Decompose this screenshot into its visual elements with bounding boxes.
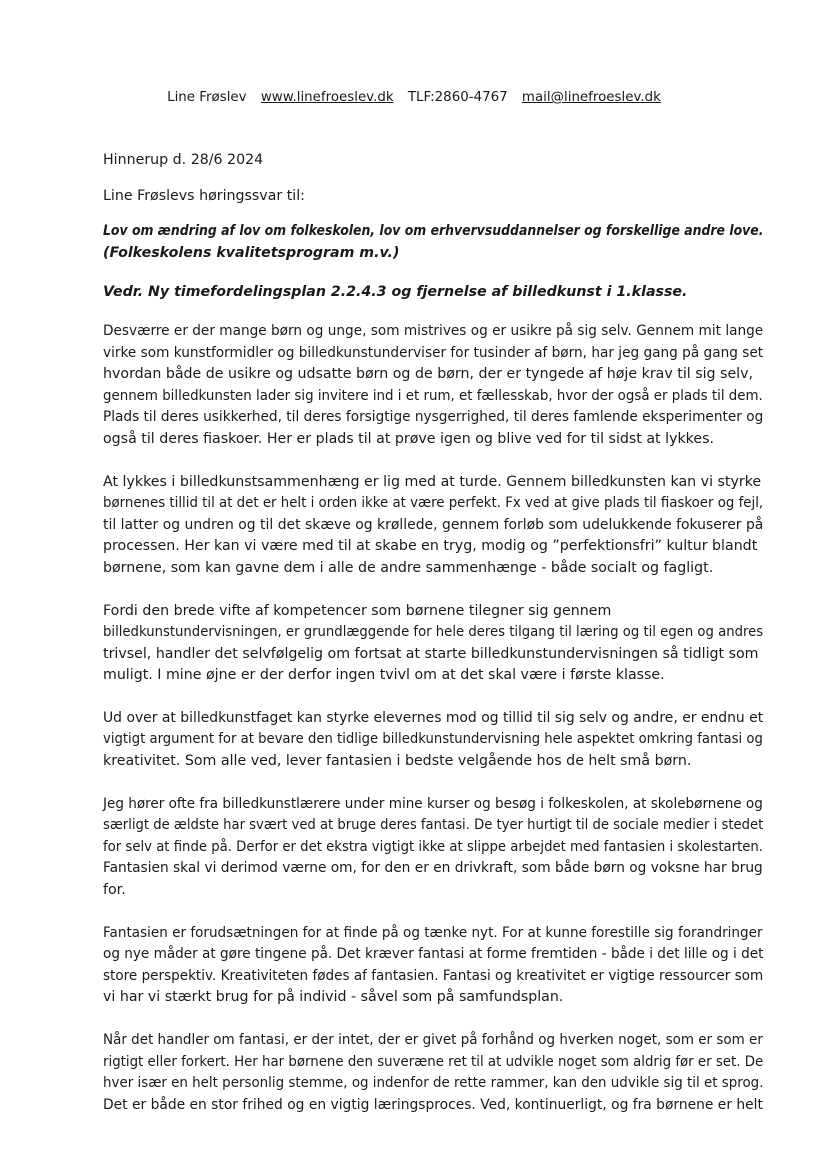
paragraph-line: trivsel, handler det selvfølgelig om fortsat at starte billedkunstundervisningen så tidligt som	[103, 645, 759, 662]
paragraph-line: børnene, som kan gavne dem i alle de andre sammenhænge - både socialt og fagligt.	[103, 559, 714, 576]
paragraph-line: Plads til deres usikkerhed, til deres forsigtige nysgerrighed, til deres famlende eksperimenter og	[103, 409, 764, 426]
paragraph-line: virke som kunstformidler og billedkunstunderviser for tusinder af børn, har jeg gang på gang set	[103, 344, 764, 361]
paragraph-line: Det er både en stor frihed og en vigtig læringsproces. Ved, kontinuerligt, og fra børnene er helt	[103, 1096, 763, 1113]
paragraph-line: Når det handler om fantasi, er der intet, der er givet på forhånd og hverken noget, som er som er	[103, 1032, 763, 1048]
paragraph-line: vi har vi stærkt brug for på individ - såvel som på samfundsplan.	[103, 989, 564, 1006]
paragraph-line: hver især en helt personlig stemme, og indenfor de rette rammer, kan den udvikle sig til et sprog.	[103, 1075, 764, 1092]
paragraph-line: store perspektiv. Kreativiteten fødes af fantasien. Fantasi og kreativitet er vigtige ressourcer som	[103, 967, 764, 984]
paragraph	[103, 923, 763, 1009]
phone-number: TLF:2860-4767	[407, 90, 508, 105]
paragraph-line: hvordan både de usikre og udsatte børn og de børn, der er tyngede af høje krav til sig selv,	[103, 366, 754, 383]
paragraph-line: kreativitet. Som alle ved, lever fantasien i bedste velgående hos de helt små børn.	[103, 753, 692, 770]
paragraph-line: Jeg hører ofte fra billedkunstlærere under mine kurser og besøg i folkeskolen, at skolebørnene og	[103, 795, 763, 812]
letterhead	[0, 89, 828, 107]
paragraph-line: Ud over at billedkunstfaget kan styrke elevernes mod og tillid til sig selv og andre, er endnu et	[103, 709, 764, 726]
website-link[interactable]: www.linefroeslev.dk	[260, 90, 394, 105]
paragraph-line: muligt. I mine øjne er der derfor ingen tvivl om at det skal være i første klasse.	[103, 667, 665, 684]
paragraph-line: At lykkes i billedkunstsammenhæng er lig med at turde. Gennem billedkunsten kan vi styrke	[103, 473, 762, 490]
paragraph-line: også til deres fiaskoer. Her er plads til at prøve igen og blive ved for til sidst at lykkes.	[103, 430, 715, 447]
subject-line: Vedr. Ny timefordelingsplan 2.2.4.3 og fjernelse af billedkunst i 1.klasse.	[103, 284, 688, 301]
paragraph	[103, 601, 763, 687]
paragraph-line: særligt de ældste har svært ved at bruge deres fantasi. De tyer hurtigt til de sociale medier i stedet	[103, 817, 764, 834]
law-title-line: Lov om ændring af lov om folkeskolen, lov om erhvervsuddannelser og forskellige andre love.	[103, 223, 764, 240]
paragraph-line: billedkunstundervisningen, er grundlæggende for hele deres tilgang til læring og til egen og andres	[103, 624, 764, 641]
paragraph-line: og nye måder at gøre tingene på. Det kræver fantasi at forme fremtiden - både i det lille og i det	[103, 946, 764, 963]
email-link[interactable]: mail@linefroeslev.dk	[521, 90, 661, 105]
paragraph-line: Desværre er der mange børn og unge, som mistrives og er usikre på sig selv. Gennem mit lange	[103, 322, 764, 339]
paragraph	[103, 321, 763, 451]
paragraph-line: Fordi den brede vifte af kompetencer som børnene tilegner sig gennem	[103, 602, 612, 619]
paragraph-line: børnenes tillid til at det er helt i orden ikke at være perfekt. Fx ved at give plads til fiaskoer og fejl,	[103, 495, 764, 512]
paragraph	[103, 794, 763, 902]
paragraph-line: gennem billedkunsten lader sig invitere ind i et rum, et fællesskab, hvor der også er plads til dem.	[103, 387, 763, 404]
paragraph	[103, 472, 763, 580]
paragraph-line: til latter og undren og til det skæve og krøllede, gennem forløb som udelukkende fokuserer på	[103, 516, 764, 533]
paragraph-line: for selv at finde på. Derfor er det ekstra vigtigt ikke at slippe arbejdet med fantasien i skolestarten.	[103, 838, 764, 855]
paragraph-line: rigtigt eller forkert. Her har børnene den suveræne ret til at udvikle noget som aldrig før er set. De	[103, 1053, 764, 1070]
intro-line: Line Frøslevs høringssvar til:	[103, 187, 305, 204]
law-title	[103, 221, 763, 264]
sender-name: Line Frøslev	[167, 90, 247, 105]
paragraph-line: processen. Her kan vi være med til at skabe en tryg, modig og ”perfektionsfri” kultur blandt	[103, 538, 758, 555]
paragraph-line: Fantasien skal vi derimod værne om, for den er en drivkraft, som både børn og voksne har brug	[103, 860, 763, 877]
law-title-line: (Folkeskolens kvalitetsprogram m.v.)	[103, 244, 400, 261]
date-line: Hinnerup d. 28/6 2024	[103, 152, 264, 168]
paragraph	[103, 708, 763, 773]
paragraph-line: Fantasien er forudsætningen for at finde på og tænke nyt. For at kunne forestille sig forandringer	[103, 924, 763, 941]
paragraph	[103, 1030, 763, 1116]
paragraph-line: vigtigt argument for at bevare den tidlige billedkunstundervisning hele aspektet omkring fantasi og	[103, 731, 763, 748]
letter-body	[103, 150, 763, 1137]
paragraph-line: for.	[103, 882, 126, 899]
